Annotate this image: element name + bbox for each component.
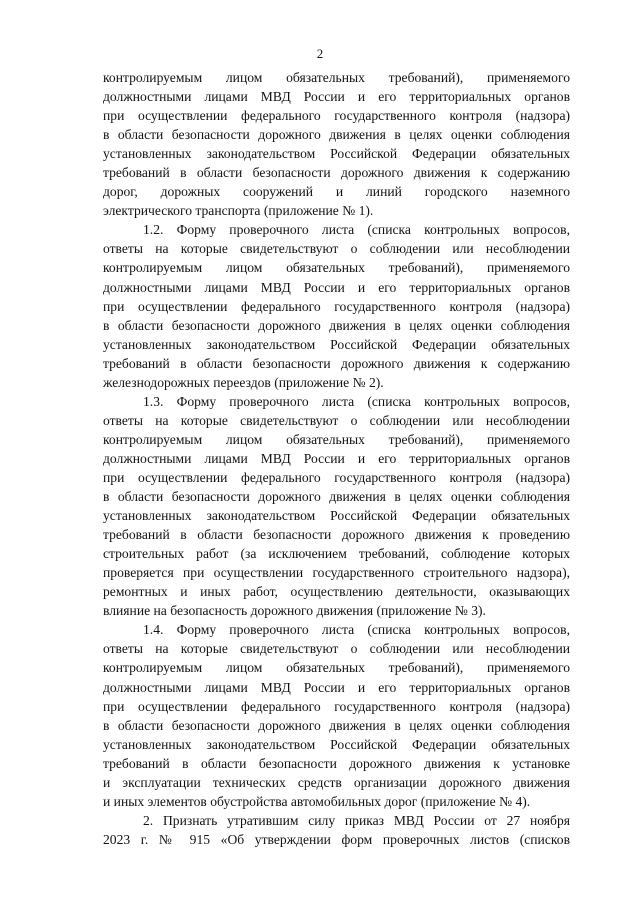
text-line: проверяется при осуществлении государственного строительного надзора), — [103, 565, 570, 581]
text-line: железнодорожных переездов (приложение № 2). — [103, 374, 384, 390]
text-line: установленных законодательством Российской Федерации обязательных — [103, 146, 570, 162]
text-line: требований в области безопасности дорожного движения к проведению — [103, 527, 570, 543]
text-line: установленных законодательством Российской Федерации обязательных — [103, 736, 570, 752]
text-line: должностными лицами МВД России и его территориальных органов — [103, 279, 570, 295]
text-line: требований в области безопасности дорожного движения к содержанию — [103, 165, 570, 181]
text-line: должностными лицами МВД России и его территориальных органов — [103, 89, 570, 105]
text-line: электрического транспорта (приложение № 1). — [103, 203, 374, 219]
text-line: при осуществлении федерального государственного контроля (надзора) — [103, 298, 570, 314]
text-line: контролируемым лицом обязательных требований), применяемого — [103, 431, 570, 447]
text-line: в области безопасности дорожного движения в целях оценки соблюдения — [103, 127, 570, 143]
text-line: требований в области безопасности дорожного движения к содержанию — [103, 355, 570, 371]
text-line: строительных работ (за исключением требований, соблюдение которых — [103, 546, 570, 562]
document-body — [103, 68, 570, 849]
text-line: контролируемым лицом обязательных требований), применяемого — [103, 70, 570, 85]
text-line: ответы на которые свидетельствуют о соблюдении или несоблюдении — [103, 641, 570, 657]
text-line: при осуществлении федерального государственного контроля (надзора) — [103, 698, 570, 714]
text-line: требований в области безопасности дорожного движения к установке — [103, 755, 570, 771]
text-line: установленных законодательством Российской Федерации обязательных — [103, 336, 570, 352]
text-line: влияние на безопасность дорожного движения (приложение № 3). — [103, 603, 486, 619]
text-line: 2023 г. № 915 «Об утверждении форм проверочных листов (списков — [103, 831, 570, 847]
text-line: в области безопасности дорожного движения в целях оценки соблюдения — [103, 717, 570, 733]
page-number: 2 — [316, 46, 324, 61]
text-line: и эксплуатации технических средств организации дорожного движения — [103, 774, 570, 790]
text-line: контролируемым лицом обязательных требований), применяемого — [103, 260, 570, 276]
text-line: 1.2. Форму проверочного листа (списка контрольных вопросов, — [143, 222, 570, 238]
text-line: и иных элементов обустройства автомобильных дорог (приложение № 4). — [103, 793, 531, 809]
text-line: при осуществлении федерального государственного контроля (надзора) — [103, 108, 570, 124]
text-line: 1.3. Форму проверочного листа (списка контрольных вопросов, — [143, 393, 570, 409]
text-line: установленных законодательством Российской Федерации обязательных — [103, 508, 570, 524]
text-line: ремонтных и иных работ, осуществлению деятельности, оказывающих — [103, 584, 570, 600]
text-line: контролируемым лицом обязательных требований), применяемого — [103, 660, 570, 676]
text-line: 2. Признать утратившим силу приказ МВД России от 27 ноября — [143, 812, 570, 828]
text-line: ответы на которые свидетельствуют о соблюдении или несоблюдении — [103, 241, 570, 257]
text-line: дорог, дорожных сооружений и линий городского наземного — [103, 184, 570, 200]
text-line: 1.4. Форму проверочного листа (списка контрольных вопросов, — [143, 622, 570, 638]
text-line: должностными лицами МВД России и его территориальных органов — [103, 450, 570, 466]
text-line: ответы на которые свидетельствуют о соблюдении или несоблюдении — [103, 412, 570, 428]
text-line: в области безопасности дорожного движения в целях оценки соблюдения — [103, 489, 570, 505]
text-line: должностными лицами МВД России и его территориальных органов — [103, 679, 570, 695]
text-line: в области безопасности дорожного движения в целях оценки соблюдения — [103, 317, 570, 333]
text-line: при осуществлении федерального государственного контроля (надзора) — [103, 469, 570, 485]
